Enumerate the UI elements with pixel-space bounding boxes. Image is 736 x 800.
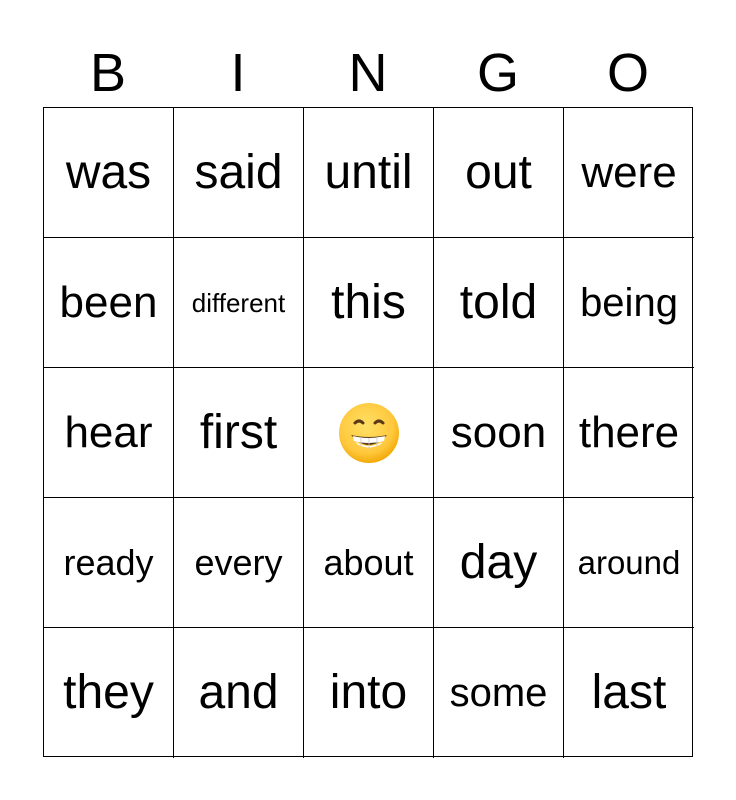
cell-word: around (577, 544, 681, 581)
bingo-cell-free-space[interactable] (304, 368, 434, 498)
cell-word: and (198, 666, 279, 719)
cell-word: this (331, 275, 406, 329)
bingo-cell-r3c5[interactable] (564, 368, 694, 498)
cell-word: hear (64, 407, 153, 457)
bingo-cell-r4c3[interactable] (304, 498, 434, 628)
cell-word: were (581, 147, 677, 197)
header-letter-i: I (230, 43, 246, 103)
bingo-cell-r1c5[interactable] (564, 108, 694, 238)
bingo-cell-r4c5[interactable] (564, 498, 694, 628)
bingo-cell-r1c3[interactable] (304, 108, 434, 238)
header-letter-n: N (348, 43, 388, 103)
cell-word: until (324, 145, 413, 199)
bingo-cell-r1c1[interactable] (44, 108, 174, 238)
bingo-cell-r5c2[interactable] (174, 628, 304, 758)
header-letter-b: B (89, 43, 127, 103)
bingo-header (43, 40, 693, 106)
bingo-cell-r3c1[interactable] (44, 368, 174, 498)
cell-word: about (323, 541, 414, 583)
cell-word: there (578, 407, 680, 457)
header-letter-g: G (476, 43, 519, 103)
grinning-face-icon (337, 401, 401, 465)
cell-word: last (591, 666, 667, 719)
bingo-cell-r5c5[interactable] (564, 628, 694, 758)
cell-word: was (65, 145, 152, 199)
cell-word: into (329, 666, 408, 719)
cell-word: ready (63, 541, 154, 583)
bingo-cell-r4c2[interactable] (174, 498, 304, 628)
cell-word: said (194, 145, 283, 199)
bingo-cell-r2c1[interactable] (44, 238, 174, 368)
bingo-cell-r5c1[interactable] (44, 628, 174, 758)
bingo-cell-r2c5[interactable] (564, 238, 694, 368)
bingo-cell-r1c4[interactable] (434, 108, 564, 238)
cell-word: being (580, 280, 678, 325)
bingo-cell-r4c1[interactable] (44, 498, 174, 628)
bingo-cell-r3c4[interactable] (434, 368, 564, 498)
cell-word: they (63, 666, 154, 719)
cell-word: told (459, 275, 538, 329)
bingo-cell-r2c3[interactable] (304, 238, 434, 368)
bingo-grid (43, 107, 693, 757)
cell-word: soon (450, 407, 547, 457)
cell-word: first (199, 405, 278, 459)
cell-word: different (191, 287, 286, 318)
bingo-cell-r2c4[interactable] (434, 238, 564, 368)
bingo-cell-r4c4[interactable] (434, 498, 564, 628)
bingo-cell-r2c2[interactable] (174, 238, 304, 368)
cell-word: day (459, 535, 538, 589)
bingo-cell-r3c2[interactable] (174, 368, 304, 498)
header-letter-o: O (606, 43, 649, 103)
bingo-cell-r1c2[interactable] (174, 108, 304, 238)
cell-word: been (59, 277, 158, 327)
bingo-cell-r5c4[interactable] (434, 628, 564, 758)
cell-word: some (449, 671, 548, 715)
cell-word: out (465, 145, 532, 199)
cell-word: every (194, 541, 283, 583)
bingo-cell-r5c3[interactable] (304, 628, 434, 758)
